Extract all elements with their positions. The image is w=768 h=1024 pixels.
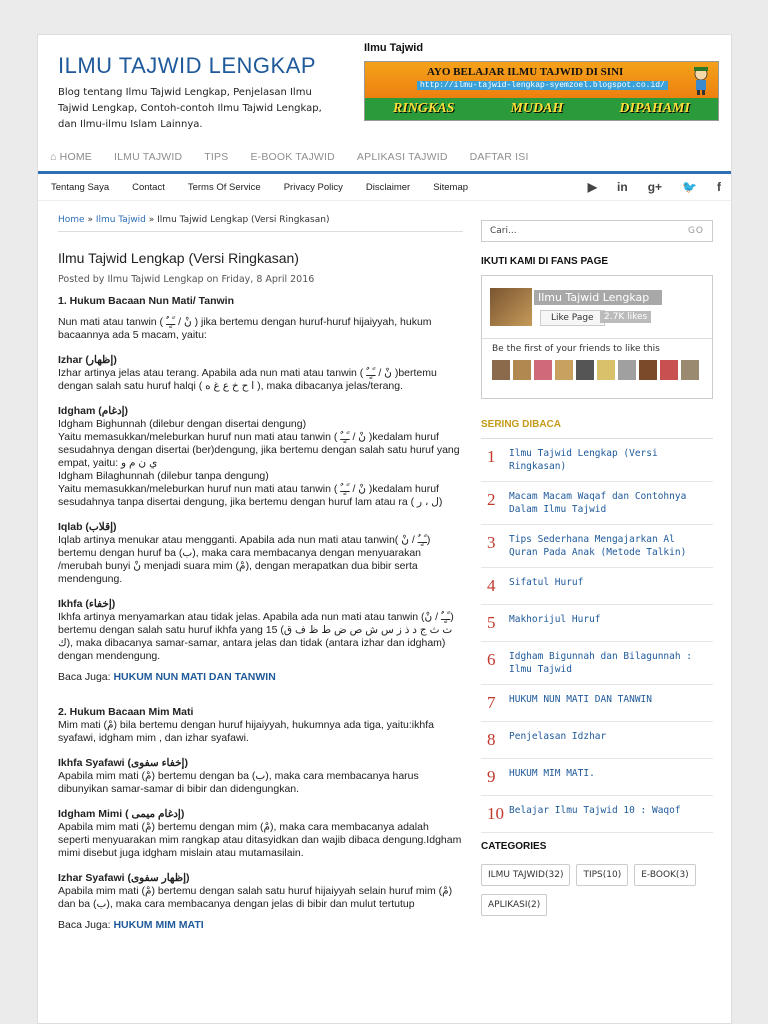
banner-word: RINGKAS — [393, 101, 455, 116]
subnav-tentang-saya[interactable]: Tentang Saya — [51, 181, 110, 193]
facebook-icon[interactable]: f — [717, 180, 721, 194]
site-description: Blog tentang Ilmu Tajwid Lengkap, Penjelasan Ilmu Tajwid Lengkap, Contoh-contoh Ilmu Tajwid Lengkap, dan Ilmu-ilmu Islam Lainnya. — [58, 87, 322, 130]
mascot-icon — [690, 66, 712, 96]
paragraph: Apabila mim mati (مْ) bertemu dengan salah satu huruf hijaiyyah selain huruf mim (مْ) dan ba (ب), maka cara membacanya dengan jelas di bibir dan mulut tertutup — [58, 885, 453, 910]
paragraph: Izhar artinya jelas atau terang. Apabila ada nun mati atau tanwin ( نْ / ـًـٍـٌ )bertemu dengan salah satu huruf halqi ( ا ح خ ع غ ه ), maka dibacanya jelas/terang. — [58, 367, 437, 392]
home-icon: ⌂ — [50, 151, 60, 163]
popular-post-link[interactable]: Ilmu Tajwid Lengkap (Versi Ringkasan) — [509, 448, 658, 472]
avatar[interactable] — [534, 360, 552, 380]
rank-number: 6 — [487, 650, 496, 669]
avatar[interactable] — [597, 360, 615, 380]
baca-juga-link[interactable]: HUKUM NUN MATI DAN TANWIN — [113, 671, 276, 683]
nav-ebook-tajwid[interactable]: E-BOOK TAJWID — [250, 151, 335, 163]
post-date: Friday, 8 April 2016 — [221, 274, 315, 285]
fb-like-count: 2.7K likes — [600, 311, 651, 323]
popular-post-link[interactable]: Penjelasan Idzhar — [509, 731, 607, 742]
nav-home-label: HOME — [59, 151, 92, 163]
nav-tips[interactable]: TIPS — [204, 151, 229, 163]
site-title[interactable]: ILMU TAJWID LENGKAP — [58, 53, 317, 78]
breadcrumb-home[interactable]: Home — [58, 215, 85, 225]
list-item[interactable] — [481, 605, 713, 642]
popular-post-link[interactable]: HUKUM MIM MATI. — [509, 768, 595, 779]
nav-ilmu-tajwid[interactable]: ILMU TAJWID — [113, 151, 183, 163]
list-item[interactable] — [481, 568, 713, 605]
rank-number: 4 — [487, 576, 496, 595]
banner-url: http://ilmu-tajwid-lengkap-syemzoel.blogspot.co.id/ — [417, 81, 668, 90]
breadcrumb-separator: » — [145, 215, 158, 225]
paragraph: Apabila mim mati (مْ) bertemu dengan ba (ب), maka cara membacanya harus dibunyikan samar-samar di bibir dan didengungkan. — [58, 770, 419, 795]
rank-number: 9 — [487, 767, 496, 786]
paragraph: Yaitu memasukkan/meleburkan huruf nun mati atau tanwin ( نْ / ـًـٍـٌ )kedalam huruf sesudahnya dengan disertai (ber)dengung, jika bertemu dengan salah satu huruf yang empat, yaitu: ي ن م و — [58, 431, 460, 469]
search-input[interactable]: Cari... — [490, 226, 517, 236]
header-banner[interactable] — [364, 61, 719, 121]
fb-friends — [482, 338, 712, 380]
subheading: Izhar Syafawi (إظهار سفوى) — [58, 872, 190, 884]
baca-juga-label: Baca Juga: — [58, 671, 111, 683]
avatar[interactable] — [513, 360, 531, 380]
post-author[interactable]: Ilmu Tajwid Lengkap — [107, 274, 204, 285]
fb-like-button[interactable]: Like Page — [540, 310, 605, 326]
post-meta — [58, 274, 463, 285]
list-item[interactable] — [481, 685, 713, 722]
baca-juga — [58, 919, 463, 932]
paragraph: Yaitu memasukkan/meleburkan huruf nun mati atau tanwin ( نْ / ـًـٍـٌ )kedalam huruf sesudahnya tanpa disertai dengung, jika bertemu dengan huruf lam atau ra ( ل ، ر) — [58, 483, 443, 508]
list-item[interactable] — [481, 796, 713, 833]
list-item[interactable] — [481, 525, 713, 568]
popular-post-link[interactable]: Macam Macam Waqaf dan Contohnya Dalam Ilmu Tajwid — [509, 491, 687, 515]
rank-number: 2 — [487, 490, 496, 509]
posted-by-label: Posted by — [58, 274, 105, 285]
fb-page-avatar[interactable] — [490, 288, 532, 326]
avatar[interactable] — [618, 360, 636, 380]
page-container — [37, 34, 732, 1024]
list-item[interactable] — [481, 439, 713, 482]
avatar[interactable] — [576, 360, 594, 380]
search-box[interactable] — [481, 220, 713, 242]
nav-daftar-isi[interactable]: DAFTAR ISI — [469, 151, 529, 163]
paragraph: Idgham Bilaghunnah (dilebur tanpa dengung) — [58, 470, 269, 482]
youtube-icon[interactable]: ▶ — [587, 180, 598, 194]
list-item[interactable] — [481, 642, 713, 685]
social-links — [568, 174, 721, 200]
paragraph: Iqlab artinya menukar atau mengganti. Apabila ada nun mati atau tanwin( ـًـٍـٌ / نْ) bertemu dengan huruf ba (ب), maka cara membacanya dengan menyuarakan /merubah bunyi نْ menjadi suara mim (مْ), dengan merapatkan dua bibir serta mendengung. — [58, 534, 431, 585]
list-item[interactable] — [481, 482, 713, 525]
fb-page-name[interactable]: Ilmu Tajwid Lengkap — [534, 290, 662, 305]
list-item[interactable] — [481, 722, 713, 759]
list-item[interactable] — [481, 759, 713, 796]
subnav-sitemap[interactable]: Sitemap — [433, 181, 469, 193]
search-go-button[interactable]: GO — [687, 226, 704, 236]
main-nav — [38, 143, 731, 174]
baca-juga-link[interactable]: HUKUM MIM MATI — [113, 919, 204, 931]
baca-juga-label: Baca Juga: — [58, 919, 111, 931]
section-heading: 1. Hukum Bacaan Nun Mati/ Tanwin — [58, 295, 234, 307]
subnav-disclaimer[interactable]: Disclaimer — [365, 181, 411, 193]
breadcrumb-current: Ilmu Tajwid Lengkap (Versi Ringkasan) — [157, 215, 330, 225]
banner-label: Ilmu Tajwid — [364, 42, 424, 54]
subnav-terms[interactable]: Terms Of Service — [187, 181, 261, 193]
rank-number: 7 — [487, 693, 496, 712]
section-heading: 2. Hukum Bacaan Mim Mati — [58, 706, 194, 718]
paragraph: Nun mati atau tanwin ( نْ / ـًـٍـٌ ) jika bertemu dengan huruf-huruf hijaiyyah, hukum bacaannya ada 5 macam, yaitu: — [58, 316, 432, 341]
google-plus-icon[interactable]: g+ — [647, 180, 663, 194]
post-body — [58, 295, 463, 932]
popular-post-link[interactable]: HUKUM NUN MATI DAN TANWIN — [509, 694, 652, 705]
subheading: Izhar (إظهار) — [58, 354, 117, 366]
subnav-contact[interactable]: Contact — [132, 181, 165, 193]
subheading: Iqlab (إقلاب) — [58, 521, 117, 533]
popular-post-link[interactable]: Sifatul Huruf — [509, 577, 584, 588]
avatar[interactable] — [492, 360, 510, 380]
widget-title: IKUTI KAMI DI FANS PAGE — [481, 256, 609, 267]
main-content — [58, 215, 463, 932]
facebook-page-widget — [481, 275, 713, 399]
subnav-privacy[interactable]: Privacy Policy — [283, 181, 343, 193]
rank-number: 8 — [487, 730, 496, 749]
category-tag[interactable]: TIPS(10) — [576, 864, 628, 886]
nav-aplikasi-tajwid[interactable]: APLIKASI TAJWID — [356, 151, 448, 163]
linkedin-icon[interactable]: in — [617, 180, 628, 194]
rank-number: 1 — [487, 447, 496, 466]
subheading: Idgham (إدغام) — [58, 405, 129, 417]
nav-home[interactable] — [50, 151, 92, 163]
rank-number: 5 — [487, 613, 496, 632]
banner-word: DIPAHAMI — [619, 101, 690, 116]
popular-post-link[interactable]: Belajar Ilmu Tajwid 10 : Waqof — [509, 805, 681, 816]
breadcrumb-separator: » — [84, 215, 96, 225]
popular-post-link[interactable]: Tips Sederhana Mengajarkan Al Quran Pada Anak (Metode Talkin) — [509, 534, 687, 558]
banner-headline: AYO BELAJAR ILMU TAJWID DI SINI — [427, 66, 624, 78]
breadcrumb-category[interactable]: Ilmu Tajwid — [95, 215, 146, 225]
avatar[interactable] — [660, 360, 678, 380]
baca-juga — [58, 671, 463, 684]
category-tag[interactable]: APLIKASI(2) — [481, 894, 547, 916]
banner-word: MUDAH — [510, 101, 564, 116]
twitter-icon[interactable]: 🐦 — [682, 180, 697, 194]
avatar[interactable] — [555, 360, 573, 380]
paragraph: Mim mati (مْ) bila bertemu dengan huruf hijaiyyah, hukumnya ada tiga, yaitu:ikhfa syafawi, idgham mim , dan izhar syafawi. — [58, 719, 434, 744]
category-tag[interactable]: ILMU TAJWID(32) — [481, 864, 570, 886]
popular-posts-title: SERING DIBACA — [481, 419, 713, 439]
fb-friends-text: Be the first of your friends to like this — [492, 344, 660, 354]
post-title: Ilmu Tajwid Lengkap (Versi Ringkasan) — [58, 250, 299, 266]
banner-words — [365, 98, 718, 120]
breadcrumb — [58, 215, 463, 232]
popular-post-link[interactable]: Idgham Bigunnah dan Bilagunnah : Ilmu Tajwid — [509, 651, 693, 675]
subheading: Ikhfa Syafawi (إخفاء سفوى) — [58, 757, 188, 769]
posted-on-label: on — [206, 274, 219, 285]
popular-posts-list — [481, 439, 713, 833]
paragraph: Ikhfa artinya menyamarkan atau tidak jelas. Apabila ada nun mati atau tanwin (ـًـٍـٌ / نْ) bertemu dengan salah satu huruf ikhfa yang 15 (ت ث ج د ذ ز س ش ص ض ط ظ ف ق ك), maka dibacanya samar-samar, antara jelas dan tidak (antara izhar dan idgham) dengan mendengung. — [58, 611, 454, 662]
rank-number: 10 — [487, 804, 504, 823]
category-tag[interactable]: E-BOOK(3) — [634, 864, 695, 886]
avatar[interactable] — [681, 360, 699, 380]
sidebar — [481, 220, 713, 924]
fb-friend-avatars — [492, 360, 702, 380]
subheading: Idgham Mimi ( إدغام ميمى) — [58, 808, 185, 820]
popular-post-link[interactable]: Makhorijul Huruf — [509, 614, 601, 625]
rank-number: 3 — [487, 533, 496, 552]
subheading: Ikhfa (إخفاء) — [58, 598, 116, 610]
paragraph: Apabila mim mati (مْ) bertemu dengan mim (مْ), maka cara membacanya adalah seperti menyuarakan mim rangkap atau ditasyidkan dan wajib dibaca dengung.Idgham mimi disebut juga idgham mislain atau mutamasilain. — [58, 821, 462, 859]
category-tags — [481, 864, 713, 924]
widget-title: CATEGORIES — [481, 841, 547, 852]
avatar[interactable] — [639, 360, 657, 380]
paragraph: Idgham Bighunnah (dilebur dengan disertai dengung) — [58, 418, 307, 430]
